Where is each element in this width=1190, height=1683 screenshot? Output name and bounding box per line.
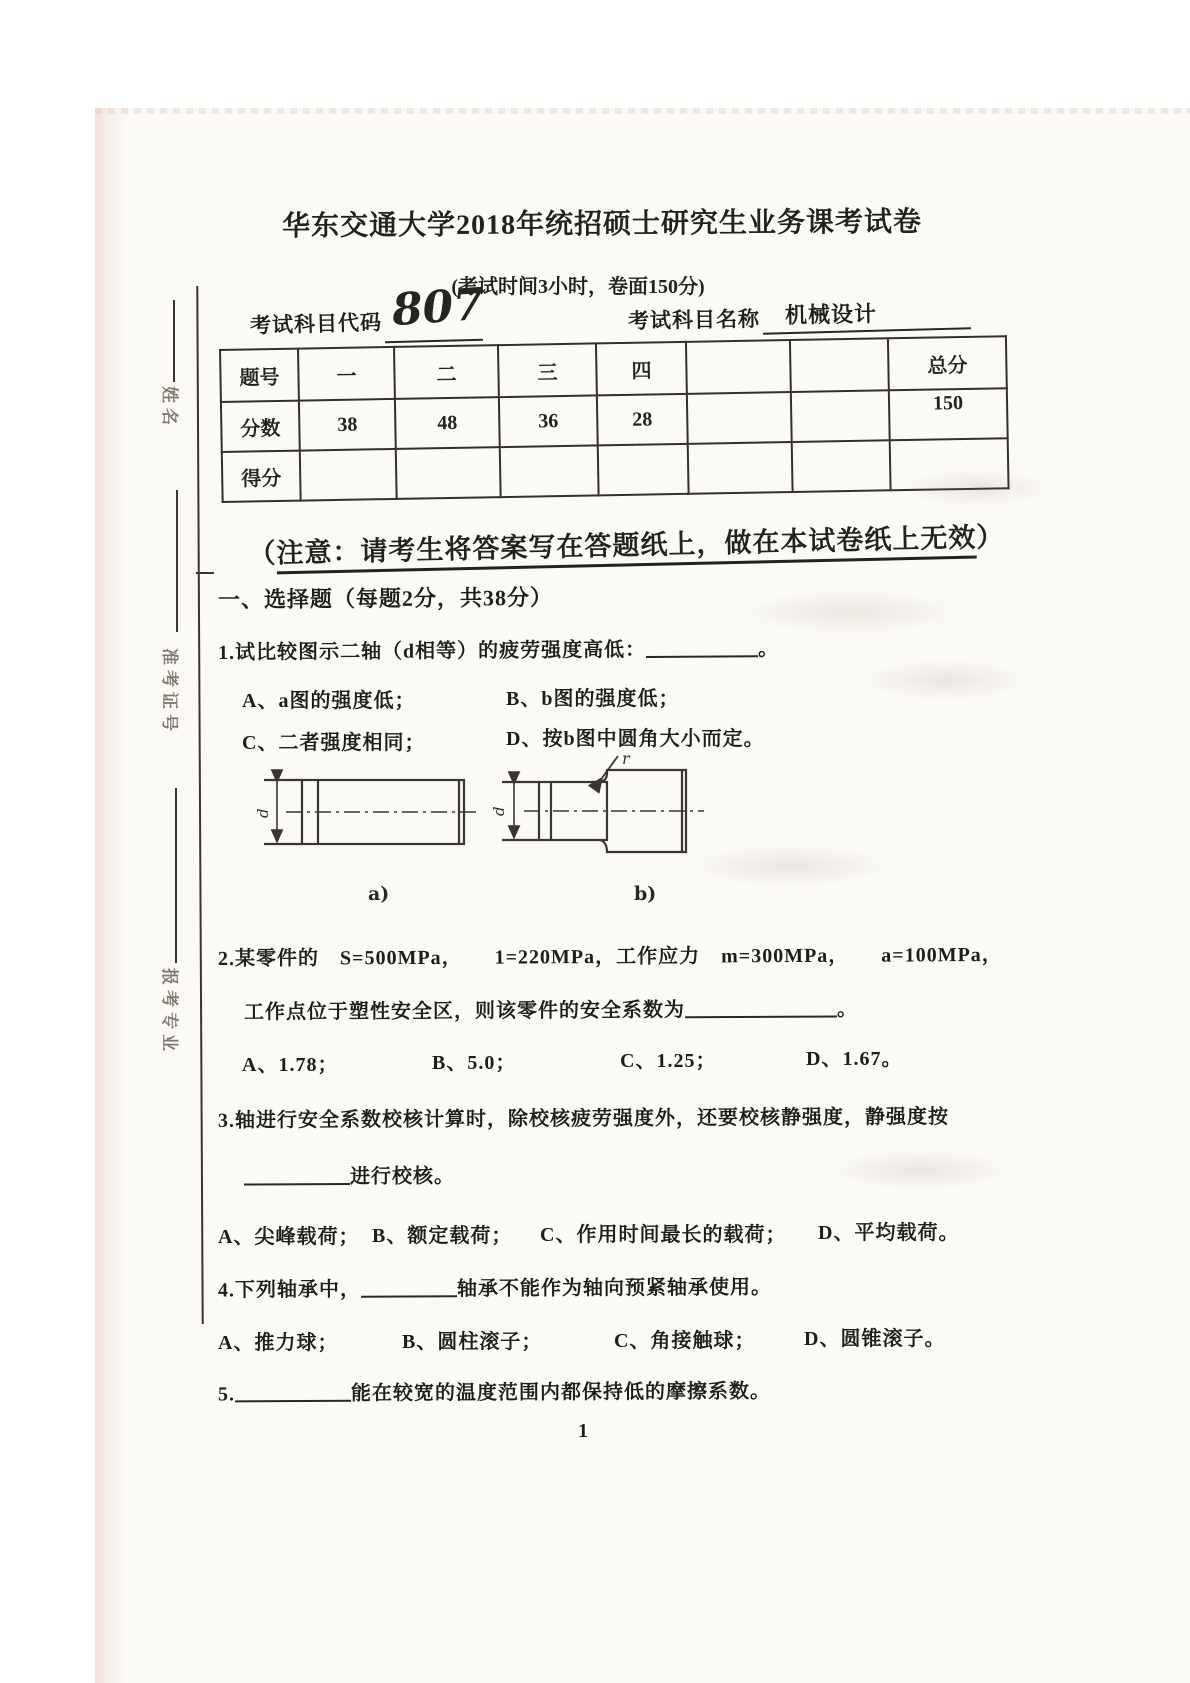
question-4-option-c: C、角接触球；: [614, 1330, 756, 1352]
major-field-line: [175, 788, 177, 963]
margin-field-name: 姓名: [160, 386, 179, 430]
row-header: 分数: [221, 401, 300, 452]
table-cell: [791, 390, 890, 442]
subject-code-value-handwritten: 807: [390, 278, 486, 337]
subject-name-label: 考试科目名称: [627, 306, 761, 334]
table-cell: 总分: [888, 336, 1007, 390]
table-cell: [687, 392, 792, 444]
table-cell: 28: [597, 394, 688, 446]
table-cell: [686, 340, 791, 394]
bleedthrough-artifact: [830, 1150, 1010, 1190]
exam-title: 华东交通大学2018年统招硕士研究生业务课考试卷: [281, 206, 923, 243]
table-cell: [396, 447, 501, 499]
shaft-b-drawing: [502, 756, 704, 852]
question-3-suffix: 进行校核。: [349, 1165, 456, 1188]
question-3-line1: 3.轴进行安全系数校核计算时，除校核疲劳强度外，还要校核静强度，静强度按: [217, 1106, 950, 1132]
notice-text: 注意：请考生将答案写在答题纸上，做在本试卷纸上无效: [276, 522, 977, 574]
page-number: 1: [578, 1420, 588, 1442]
shaft-figure: [246, 752, 736, 915]
bleedthrough-artifact: [860, 660, 1030, 700]
question-5: [218, 1375, 771, 1407]
question-2-line2: [244, 992, 858, 1024]
bleedthrough-artifact: [900, 470, 1050, 506]
table-cell: 36: [499, 395, 598, 447]
question-3-line2: [244, 1159, 455, 1189]
question-3-option-a: A、尖峰载荷；: [218, 1226, 360, 1248]
fillet-radius-label: r: [622, 752, 630, 768]
subject-code-label: 考试科目代码: [249, 310, 383, 338]
question-2-suffix: 。: [836, 998, 859, 1021]
binding-tick: [196, 572, 214, 574]
question-4-blank: [361, 1274, 457, 1298]
table-cell: 150: [889, 388, 1008, 440]
bleedthrough-artifact: [690, 845, 890, 887]
scan-top-edge: [95, 108, 1190, 114]
shaft-a-diameter-label: d: [254, 808, 272, 818]
question-2-blank: [685, 995, 837, 1019]
shaft-a-drawing: [264, 780, 481, 844]
question-4-stem: 4.下列轴承中，: [217, 1278, 362, 1302]
margin-field-major: 报考专业: [160, 968, 179, 1056]
shaft-a-caption: a): [368, 883, 390, 905]
row-header: 得分: [222, 451, 301, 502]
table-cell: [598, 444, 689, 496]
question-1: [218, 632, 779, 665]
question-2-option-d: D、1.67。: [806, 1048, 903, 1070]
table-cell: 48: [395, 397, 500, 449]
subject-name-value: 机械设计: [784, 301, 878, 328]
question-3-option-b: B、额定载荷；: [372, 1225, 513, 1247]
question-4-option-d: D、圆锥滚子。: [804, 1328, 946, 1350]
question-2-option-a: A、1.78；: [242, 1054, 339, 1076]
question-5-stem: 5.: [217, 1383, 236, 1406]
table-cell: 一: [298, 347, 395, 401]
question-4-suffix: 轴承不能作为轴向预紧轴承使用。: [456, 1276, 773, 1301]
question-4: [218, 1271, 772, 1303]
shaft-b-diameter-label: d: [490, 806, 508, 816]
ticket-field-line: [176, 490, 178, 632]
shaft-b-caption: b): [634, 883, 657, 905]
question-1-suffix: 。: [758, 638, 780, 661]
score-table: [219, 335, 1010, 503]
row-header: 题号: [220, 349, 299, 402]
notice-close-paren: ）: [975, 521, 1005, 553]
question-4-option-a: A、推力球；: [218, 1332, 339, 1354]
question-2-stem: 工作点位于塑性安全区，则该零件的安全系数为: [243, 999, 686, 1024]
section-heading: 一、选择题（每题2分，共38分）: [217, 584, 554, 613]
question-1-stem: 1.试比较图示二轴（d相等）的疲劳强度高低：: [217, 638, 647, 664]
table-cell: [792, 440, 891, 492]
question-5-blank: [235, 1379, 351, 1403]
question-1-option-d: D、按b图中圆角大小而定。: [506, 728, 765, 750]
scan-left-edge: [95, 108, 125, 1683]
exam-subtitle: (考试时间3小时，卷面150分): [451, 276, 705, 298]
question-2-option-b: B、5.0；: [432, 1052, 517, 1074]
shaft-figure-svg: [246, 752, 736, 910]
table-cell: [300, 449, 397, 501]
question-1-option-b: B、b图的强度低；: [506, 688, 680, 710]
question-1-option-a: A、a图的强度低；: [242, 690, 416, 712]
table-cell: [688, 442, 793, 494]
question-2-line1: 2.某零件的 S=500MPa， 1=220MPa，工作应力 m=300MPa， a=100MPa，: [217, 943, 1003, 971]
question-3-option-c: C、作用时间最长的载荷；: [540, 1224, 787, 1246]
bleedthrough-artifact: [740, 590, 960, 634]
question-3-option-d: D、平均载荷。: [818, 1222, 960, 1244]
table-cell: [790, 338, 889, 392]
table-cell: 四: [596, 342, 687, 396]
question-2-option-c: C、1.25；: [620, 1050, 717, 1072]
table-cell: 三: [498, 343, 597, 397]
question-4-option-b: B、圆柱滚子；: [402, 1331, 543, 1353]
table-cell: 38: [299, 399, 396, 451]
notice-open-paren: （: [248, 538, 277, 569]
question-1-option-c: C、二者强度相同；: [242, 732, 426, 754]
margin-field-ticket-number: 准考证号: [160, 648, 179, 736]
question-1-blank: [646, 634, 758, 658]
name-field-line: [173, 300, 175, 382]
table-cell: [500, 445, 599, 497]
question-5-suffix: 能在较宽的温度范围内都保持低的摩擦系数。: [350, 1380, 772, 1405]
question-3-blank: [244, 1162, 350, 1186]
table-cell: 二: [394, 345, 499, 399]
